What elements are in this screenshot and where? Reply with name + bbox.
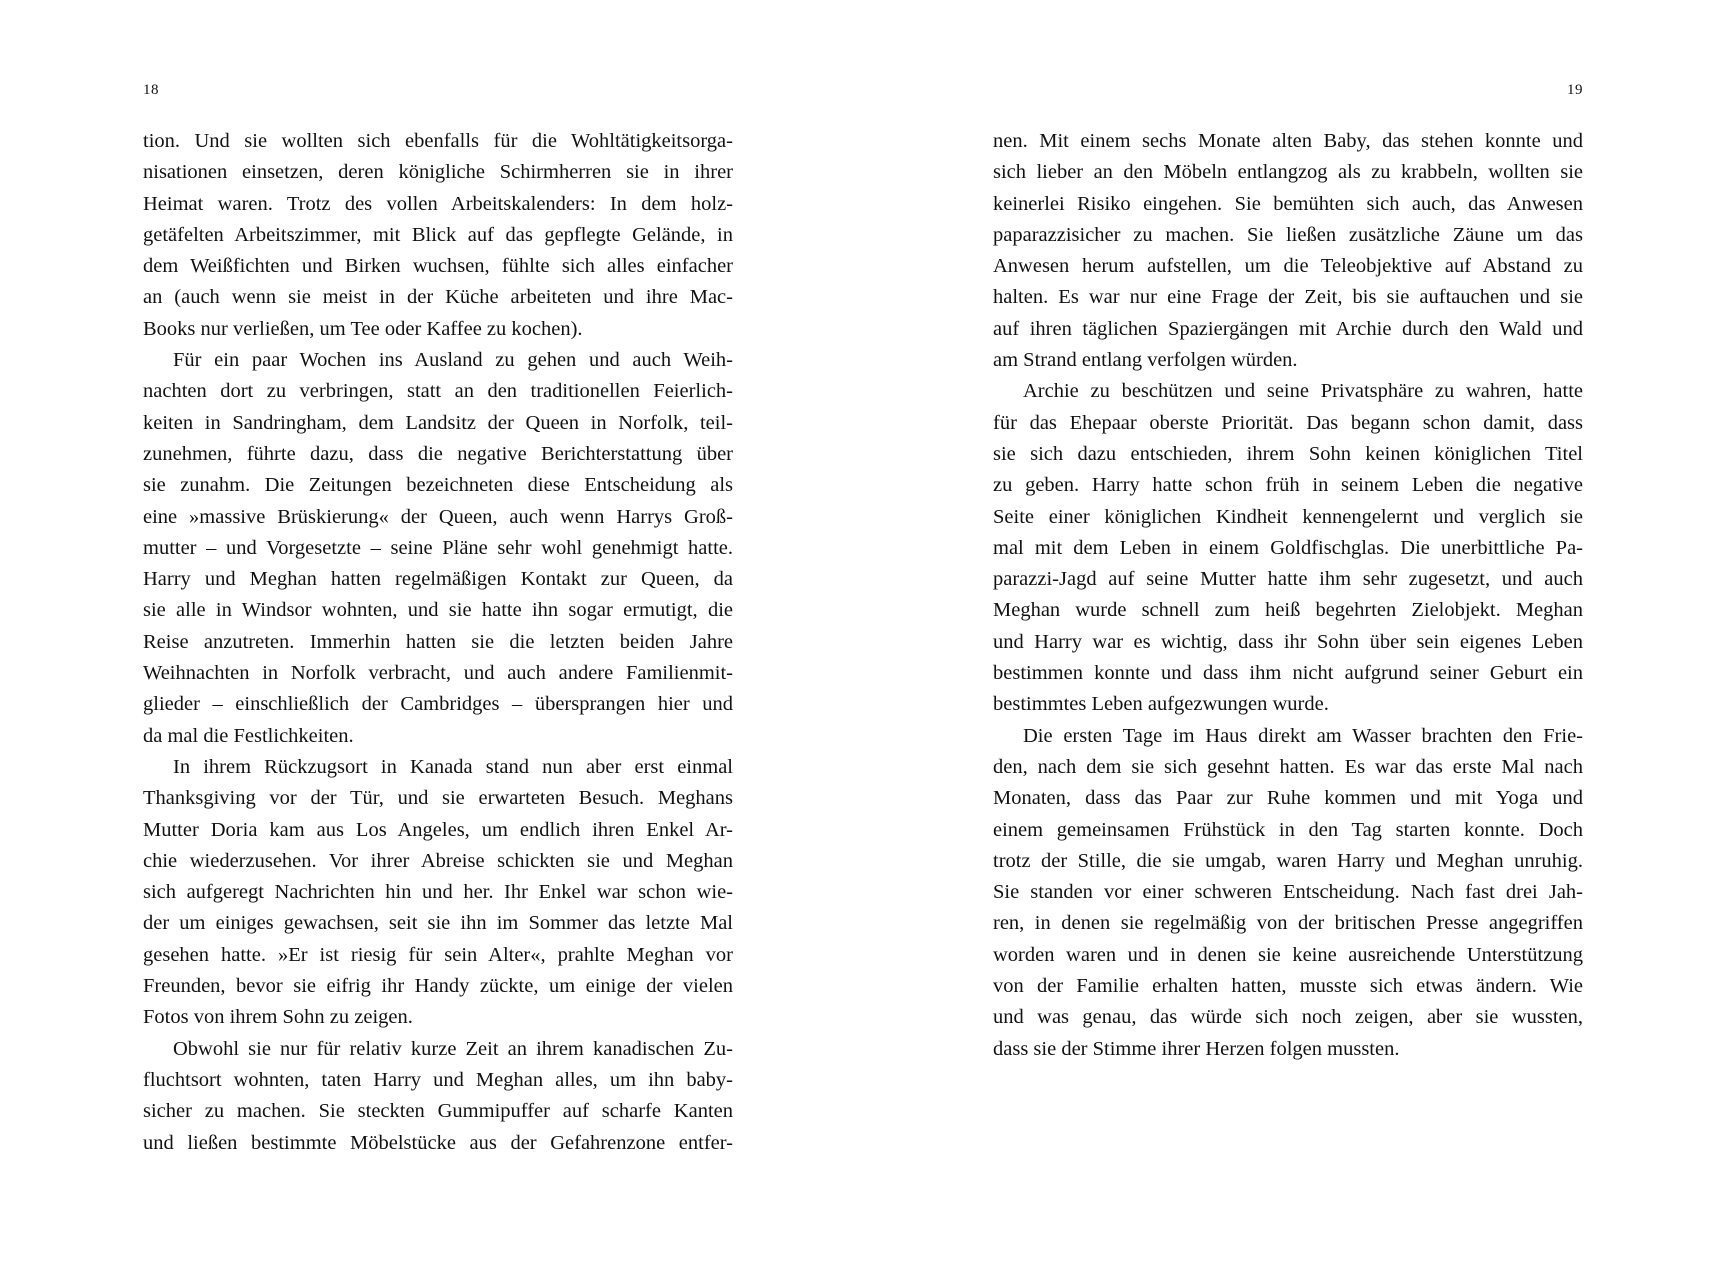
left-page-text [143,126,733,1159]
text-line: bestimmtes Leben aufgezwungen wurde. [993,693,1329,716]
text-line: an (auch wenn sie meist in der Küche arbeiteten und ihre Mac- [143,286,733,309]
text-line: Monaten, dass das Paar zur Ruhe kommen und mit Yoga und [993,787,1583,810]
text-line: In ihrem Rückzugsort in Kanada stand nun aber erst einmal [173,755,733,778]
text-line: Für ein paar Wochen ins Ausland zu gehen und auch Weih- [173,349,733,372]
text-line: eine »massive Brüskierung« der Queen, auch wenn Harrys Groß- [143,505,733,528]
text-line: auf ihren täglichen Spaziergängen mit Archie durch den Wald und [993,317,1583,340]
text-line: einem gemeinsamen Frühstück in den Tag starten konnte. Doch [993,818,1583,841]
text-line: nen. Mit einem sechs Monate alten Baby, das stehen konnte und [993,130,1583,152]
text-line: tion. Und sie wollten sich ebenfalls für die Wohltätigkeitsorga- [143,130,733,152]
text-line: Archie zu beschützen und seine Privatsphäre zu wahren, hatte [1023,380,1583,403]
text-line: Sie standen vor einer schweren Entscheidung. Nach fast drei Jah- [993,881,1583,904]
text-line: Weihnachten in Norfolk verbracht, und auch andere Familienmit- [143,662,733,685]
text-line: halten. Es war nur eine Frage der Zeit, bis sie auftauchen und sie [993,286,1583,309]
text-line: gesehen hatte. »Er ist riesig für sein Alter«, prahlte Meghan vor [143,943,733,966]
text-line: Anwesen herum aufstellen, um die Teleobjektive auf Abstand zu [993,255,1583,278]
text-line: Mutter Doria kam aus Los Angeles, um endlich ihren Enkel Ar- [143,818,733,841]
page-number-right: 19 [1567,82,1583,98]
left-page [143,0,733,1270]
text-line: glieder – einschließlich der Cambridges – übersprangen hier und [143,693,733,716]
text-line: fluchtsort wohnten, taten Harry und Meghan alles, um ihn baby- [143,1068,733,1091]
text-line: sie zunahm. Die Zeitungen bezeichneten diese Entscheidung als [143,474,733,497]
text-line: mal mit dem Leben in einem Goldfischglas. Die unerbittliche Pa- [993,536,1583,559]
text-line: sie sich dazu entschieden, ihrem Sohn keinen königlichen Titel [993,442,1583,465]
text-line: nisationen einsetzen, deren königliche Schirmherren sie in ihrer [143,161,733,184]
text-line: ren, in denen sie regelmäßig von der britischen Presse angegriffen [993,912,1583,935]
right-page [993,0,1583,1270]
text-line: sicher zu machen. Sie steckten Gummipuffer auf scharfe Kanten [143,1100,733,1123]
text-line: Reise anzutreten. Immerhin hatten sie die letzten beiden Jahre [143,630,733,653]
text-line: da mal die Festlichkeiten. [143,724,354,747]
text-line: keinerlei Risiko eingehen. Sie bemühten sich auch, das Anwesen [993,192,1583,215]
text-line: den, nach dem sie sich gesehnt hatten. Es war das erste Mal nach [993,755,1583,778]
text-line: für das Ehepaar oberste Priorität. Das begann schon damit, dass [993,411,1583,434]
text-line: zunehmen, führte dazu, dass die negative Berichterstattung über [143,442,733,465]
text-line: sie alle in Windsor wohnten, und sie hatte ihn sogar ermutigt, die [143,599,733,622]
text-line: Thanksgiving vor der Tür, und sie erwarteten Besuch. Meghans [143,787,733,810]
page-number-left: 18 [143,82,159,98]
text-line: bestimmen konnte und dass ihm nicht aufgrund seiner Geburt ein [993,662,1583,685]
text-line: zu geben. Harry hatte schon früh in seinem Leben die negative [993,474,1583,497]
text-line: Meghan wurde schnell zum heiß begehrten Zielobjekt. Meghan [993,599,1583,622]
text-line: Obwohl sie nur für relativ kurze Zeit an ihrem kanadischen Zu- [173,1037,733,1060]
text-line: von der Familie erhalten hatten, musste sich etwas ändern. Wie [993,975,1583,998]
text-line: paparazzisicher zu machen. Sie ließen zusätzliche Zäune um das [993,223,1583,246]
text-line: dass sie der Stimme ihrer Herzen folgen mussten. [993,1037,1400,1060]
text-line: Seite einer königlichen Kindheit kennengelernt und verglich sie [993,505,1583,528]
text-line: Heimat waren. Trotz des vollen Arbeitskalenders: In dem holz- [143,192,733,215]
text-line: am Strand entlang verfolgen würden. [993,349,1298,372]
text-line: Fotos von ihrem Sohn zu zeigen. [143,1006,413,1029]
text-line: nachten dort zu verbringen, statt an den traditionellen Feierlich- [143,380,733,403]
text-line: sich aufgeregt Nachrichten hin und her. Ihr Enkel war schon wie- [143,881,733,904]
text-line: und was genau, das würde sich noch zeigen, aber sie wussten, [993,1006,1583,1029]
text-line: Die ersten Tage im Haus direkt am Wasser brachten den Frie- [1023,724,1583,747]
text-line: getäfelten Arbeitszimmer, mit Blick auf das gepflegte Gelände, in [143,223,733,246]
text-line: und Harry war es wichtig, dass ihr Sohn über sein eigenes Leben [993,630,1583,653]
text-line: keiten in Sandringham, dem Landsitz der Queen in Norfolk, teil- [143,411,733,434]
text-line: sich lieber an den Möbeln entlangzog als zu krabbeln, wollten sie [993,161,1583,184]
text-line: Freunden, bevor sie eifrig ihr Handy zückte, um einige der vielen [143,975,733,998]
right-page-text [993,126,1583,1065]
text-line: Harry und Meghan hatten regelmäßigen Kontakt zur Queen, da [143,568,733,591]
text-line: und ließen bestimmte Möbelstücke aus der Gefahrenzone entfer- [143,1131,733,1154]
text-line: trotz der Stille, die sie umgab, waren Harry und Meghan unruhig. [993,849,1583,872]
text-line: Books nur verließen, um Tee oder Kaffee zu kochen). [143,317,583,340]
text-line: dem Weißfichten und Birken wuchsen, fühlte sich alles einfacher [143,255,733,278]
text-line: worden waren und in denen sie keine ausreichende Unterstützung [993,943,1583,966]
text-line: der um einiges gewachsen, seit sie ihn im Sommer das letzte Mal [143,912,733,935]
text-line: chie wiederzusehen. Vor ihrer Abreise schickten sie und Meghan [143,849,733,872]
text-line: parazzi-Jagd auf seine Mutter hatte ihm sehr zugesetzt, und auch [993,568,1583,591]
text-line: mutter – und Vorgesetzte – seine Pläne sehr wohl genehmigt hatte. [143,536,733,559]
